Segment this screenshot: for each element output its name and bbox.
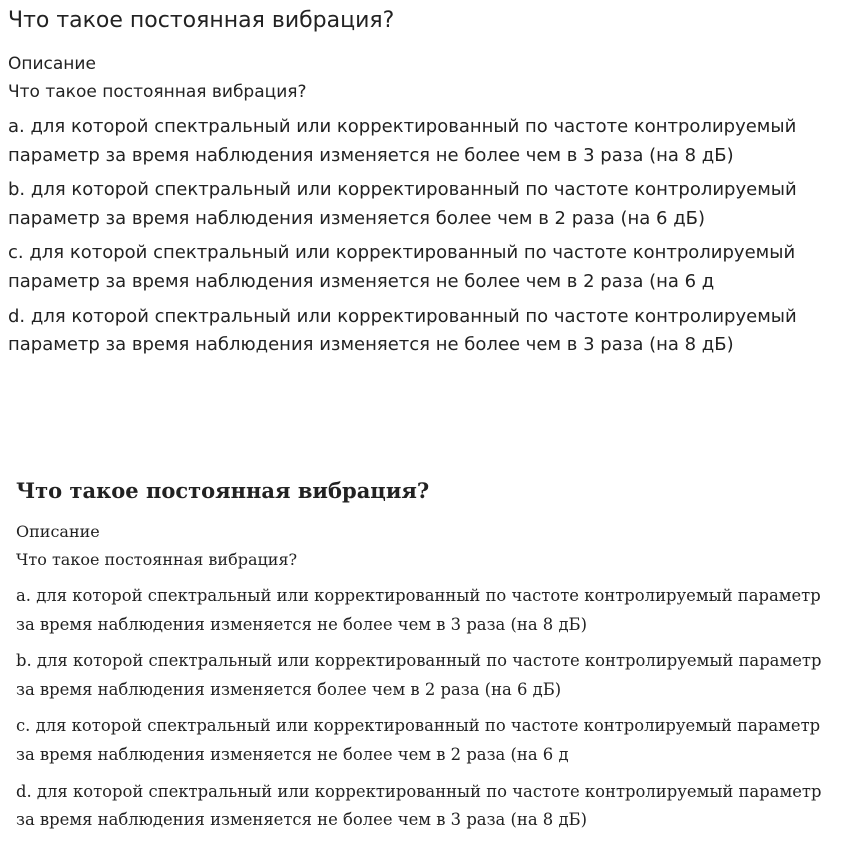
answer-options: [8, 113, 844, 360]
description-label: Описание: [16, 522, 100, 541]
question-text: Что такое постоянная вибрация?: [8, 82, 307, 102]
description-label: Описание: [8, 54, 96, 74]
question-text: Что такое постоянная вибрация?: [16, 550, 298, 569]
question-block-sans: [8, 6, 844, 360]
answer-option-d: d. для которой спектральный или корректированный по частоте контролируемый параметр за время наблюдения изменяется не более чем в 3 раза (на 8 дБ): [16, 781, 822, 830]
answer-option-b: b. для которой спектральный или корректированный по частоте контролируемый параметр за время наблюдения изменяется более чем в 2 раза (на 6 дБ): [16, 651, 822, 699]
question-title: Что такое постоянная вибрация?: [8, 8, 395, 33]
answer-option-a: a. для которой спектральный или корректированный по частоте контролируемый параметр за время наблюдения изменяется не более чем в 3 раза (на 8 дБ): [8, 116, 797, 166]
answer-options: [16, 582, 841, 835]
answer-option-c: c. для которой спектральный или корректированный по частоте контролируемый параметр за время наблюдения изменяется не более чем в 2 раза (на 6 д: [8, 242, 796, 292]
answer-option-b: b. для которой спектральный или корректированный по частоте контролируемый параметр за время наблюдения изменяется более чем в 2 раза (на 6 дБ): [8, 179, 797, 229]
question-block-serif: [16, 476, 841, 835]
answer-option-d: d. для которой спектральный или корректированный по частоте контролируемый параметр за время наблюдения изменяется не более чем в 3 раза (на 8 дБ): [8, 305, 797, 356]
answer-option-a: a. для которой спектральный или корректированный по частоте контролируемый параметр за время наблюдения изменяется не более чем в 3 раза (на 8 дБ): [16, 586, 821, 634]
answer-option-c: c. для которой спектральный или корректированный по частоте контролируемый параметр за время наблюдения изменяется не более чем в 2 раза (на 6 д: [16, 716, 821, 764]
question-title: Что такое постоянная вибрация?: [16, 478, 430, 503]
